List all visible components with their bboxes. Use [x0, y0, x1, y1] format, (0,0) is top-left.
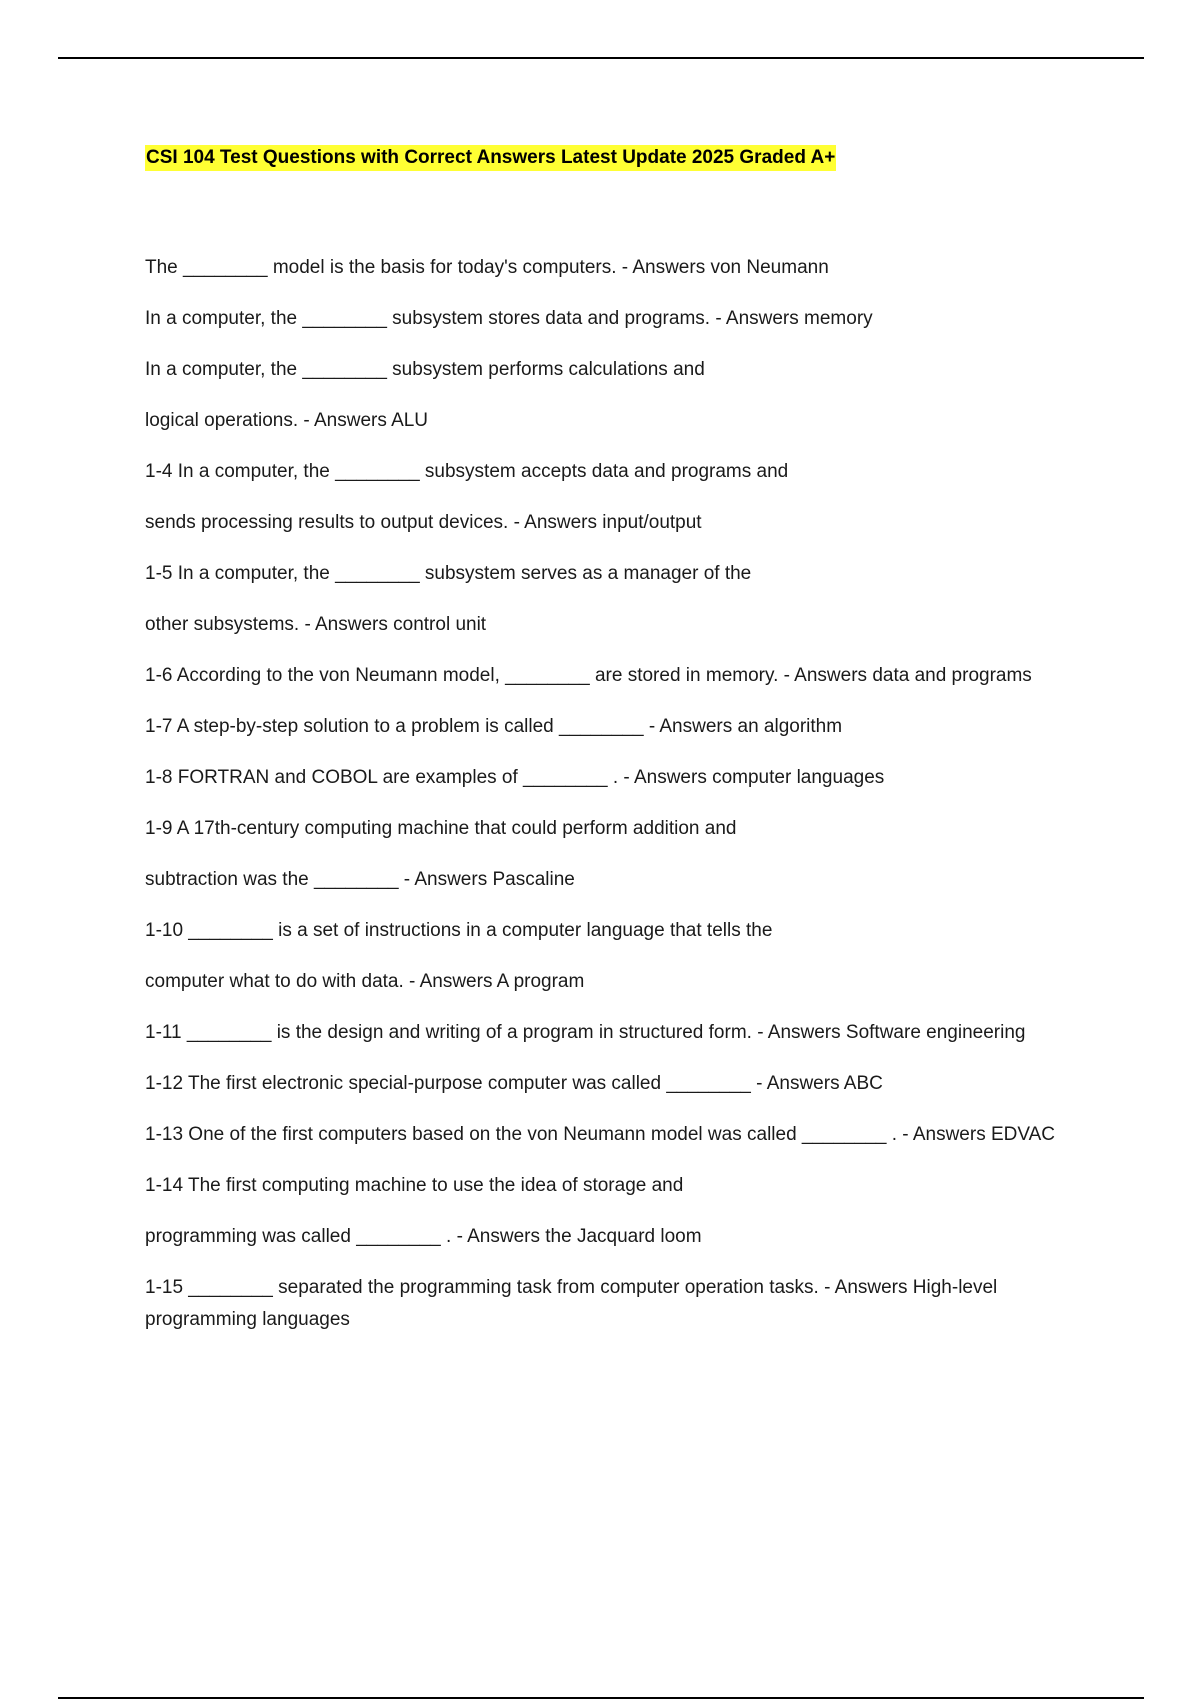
question-line: 1-4 In a computer, the ________ subsystem accepts data and programs and — [145, 461, 789, 482]
question-line: 1-11 ________ is the design and writing of a program in structured form. - Answers Software engineering — [145, 1022, 1026, 1043]
question-line: logical operations. - Answers ALU — [145, 410, 429, 431]
question-line: The ________ model is the basis for today's computers. - Answers von Neumann — [145, 257, 829, 278]
question-line: In a computer, the ________ subsystem stores data and programs. - Answers memory — [145, 308, 873, 329]
question-line: 1-13 One of the first computers based on the von Neumann model was called ________ . - Answers EDVAC — [145, 1124, 1056, 1145]
question-line: 1-7 A step-by-step solution to a problem is called ________ - Answers an algorithm — [145, 716, 843, 737]
question-line: In a computer, the ________ subsystem performs calculations and — [145, 359, 705, 380]
question-list — [145, 252, 1075, 1336]
document-title: CSI 104 Test Questions with Correct Answers Latest Update 2025 Graded A+ — [145, 145, 836, 171]
top-rule — [58, 57, 1144, 59]
question-line: 1-5 In a computer, the ________ subsystem serves as a manager of the — [145, 563, 752, 584]
question-line: 1-14 The first computing machine to use the idea of storage and — [145, 1175, 684, 1196]
question-line: 1-10 ________ is a set of instructions in a computer language that tells the — [145, 920, 773, 941]
question-line: 1-6 According to the von Neumann model, ________ are stored in memory. - Answers data and programs — [145, 665, 1032, 686]
question-line: subtraction was the ________ - Answers Pascaline — [145, 869, 575, 890]
question-line: 1-9 A 17th-century computing machine that could perform addition and — [145, 818, 737, 839]
question-line: 1-8 FORTRAN and COBOL are examples of ________ . - Answers computer languages — [145, 767, 885, 788]
question-line: 1-15 ________ separated the programming task from computer operation tasks. - Answers High-level programming languages — [145, 1277, 1003, 1330]
question-line: other subsystems. - Answers control unit — [145, 614, 487, 635]
document-body — [145, 145, 1075, 1355]
question-line: computer what to do with data. - Answers A program — [145, 971, 585, 992]
question-line: 1-12 The first electronic special-purpose computer was called ________ - Answers ABC — [145, 1073, 883, 1094]
bottom-rule — [58, 1697, 1144, 1699]
question-line: sends processing results to output devices. - Answers input/output — [145, 512, 702, 533]
question-line: programming was called ________ . - Answers the Jacquard loom — [145, 1226, 702, 1247]
